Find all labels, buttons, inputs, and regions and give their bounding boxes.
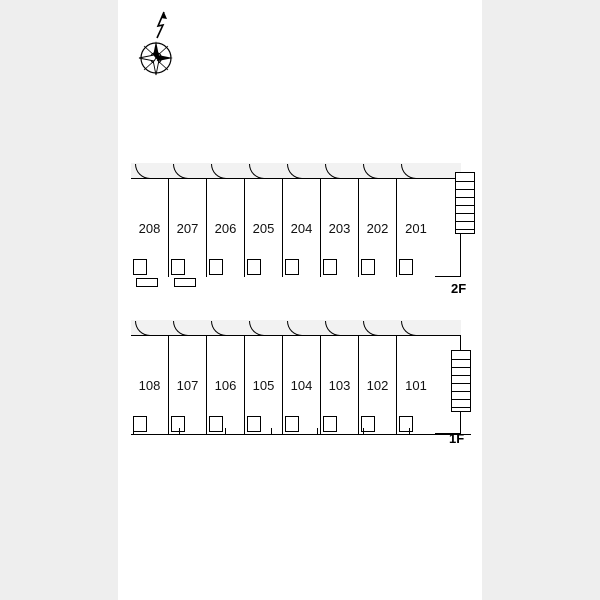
- entry-box: [323, 416, 337, 432]
- entry-box: [285, 259, 299, 275]
- floor-block-1f: [131, 320, 461, 434]
- room-number-label: 201: [405, 220, 427, 236]
- room-number-label: 108: [138, 377, 161, 393]
- room-unit[interactable]: [397, 336, 435, 434]
- baseline-tick: [225, 428, 226, 435]
- room-unit[interactable]: [169, 336, 207, 434]
- room-unit[interactable]: [359, 179, 397, 277]
- stairs-1f: [451, 350, 471, 412]
- room-number-label: 105: [252, 377, 275, 393]
- room-unit[interactable]: [283, 179, 321, 277]
- entry-box: [285, 416, 299, 432]
- room-number-label: 204: [290, 220, 313, 236]
- room-unit[interactable]: [245, 336, 283, 434]
- room-unit[interactable]: [283, 336, 321, 434]
- floor-tag-1f: 1F: [449, 431, 465, 446]
- room-number-label: 106: [214, 377, 237, 393]
- room-number-label: 203: [328, 220, 351, 236]
- room-unit[interactable]: [245, 179, 283, 277]
- room-number-label: 101: [405, 377, 427, 393]
- room-unit[interactable]: [169, 179, 207, 277]
- room-unit[interactable]: [321, 336, 359, 434]
- meter-box: [136, 278, 158, 287]
- baseline-tick: [317, 428, 318, 435]
- room-unit[interactable]: [207, 336, 245, 434]
- room-number-label: 104: [290, 377, 313, 393]
- baseline-tick: [409, 428, 410, 435]
- floor-tag-2f: 2F: [451, 281, 467, 296]
- entry-box: [399, 416, 413, 432]
- baseline-tick: [363, 428, 364, 435]
- entry-box: [361, 259, 375, 275]
- room-number-label: 208: [138, 220, 161, 236]
- baseline-tick: [133, 428, 134, 435]
- room-unit[interactable]: [397, 179, 435, 277]
- entry-box: [171, 259, 185, 275]
- entry-box: [133, 259, 147, 275]
- ground-baseline: [131, 434, 471, 435]
- room-unit[interactable]: [359, 336, 397, 434]
- room-row-1f: [131, 336, 435, 434]
- room-number-label: 102: [366, 377, 389, 393]
- room-number-label: 202: [366, 220, 389, 236]
- entry-box: [133, 416, 147, 432]
- room-unit[interactable]: [131, 336, 169, 434]
- room-number-label: 207: [176, 220, 199, 236]
- baseline-tick: [179, 428, 180, 435]
- room-number-label: 107: [176, 377, 199, 393]
- baseline-tick: [271, 428, 272, 435]
- entry-box: [323, 259, 337, 275]
- stairs-2f: [455, 172, 475, 234]
- entry-box: [247, 416, 261, 432]
- plan-sheet: [118, 0, 482, 600]
- room-number-label: 103: [328, 377, 351, 393]
- room-number-label: 205: [252, 220, 275, 236]
- room-unit[interactable]: [131, 179, 169, 277]
- meter-box: [174, 278, 196, 287]
- room-unit[interactable]: [207, 179, 245, 277]
- entry-box: [399, 259, 413, 275]
- floor-block-2f: [131, 163, 461, 277]
- entry-box: [171, 416, 185, 432]
- entry-box: [209, 416, 223, 432]
- room-unit[interactable]: [321, 179, 359, 277]
- room-number-label: 206: [214, 220, 237, 236]
- entry-box: [247, 259, 261, 275]
- compass-north-arrow-icon: [130, 10, 192, 80]
- room-row-2f: [131, 179, 435, 277]
- entry-box: [209, 259, 223, 275]
